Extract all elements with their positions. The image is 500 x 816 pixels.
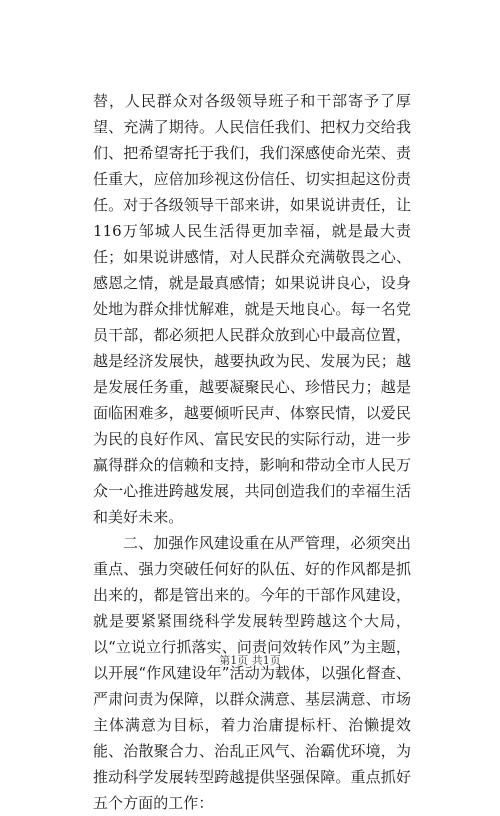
paragraph-2: 二、加强作风建设重在从严管理，必须突出重点、强力突破任何好的队伍、好的作风都是抓出来的，都是管出来的。今年的干部作风建设，就是要紧紧围绕科学发展转型跨越这个大局，以“立说立行抓落实、问责问效转作风”为主题，以开展“作风建设年”活动为载体，以强化督查、严肃问责为保障，以群众满意、基层满意、市场主体满意为目标，着力治庸提标杆、治懒提效能、治散聚合力、治乱正风气、治霸优环境，为推动科学发展转型跨越提供坚强保障。重点抓好五个方面的工作： [93, 534, 411, 812]
page-footer: 第1页 共1页 [219, 654, 281, 667]
paragraph-1: 替，人民群众对各级领导班子和干部寄予了厚望、充满了期待。人民信任我们、把权力交给我们、把希望寄托于我们，我们深感使命光荣、责任重大，应倍加珍视这份信任、切实担起这份责任。对于各级领导干部来讲，如果说讲责任，让116万邹城人民生活得更加幸福，就是最大责任；如果说讲感情，对人民群众充满敬畏之心、感恩之情，就是最真感情；如果说讲良心，设身处地为群众排忧解难，就是天地良心。每一名党员干部，都必须把人民群众放到心中最高位置，越是经济发展快，越要执政为民、发展为民；越是发展任务重，越要凝聚民心、珍惜民力；越是面临困难多，越要倾听民声、体察民情，以爱民为民的良好作风、富民安民的实际行动，进一步赢得群众的信赖和支持，影响和带动全市人民万众一心推进跨越发展，共同创造我们的幸福生活和美好未来。 [93, 92, 411, 526]
